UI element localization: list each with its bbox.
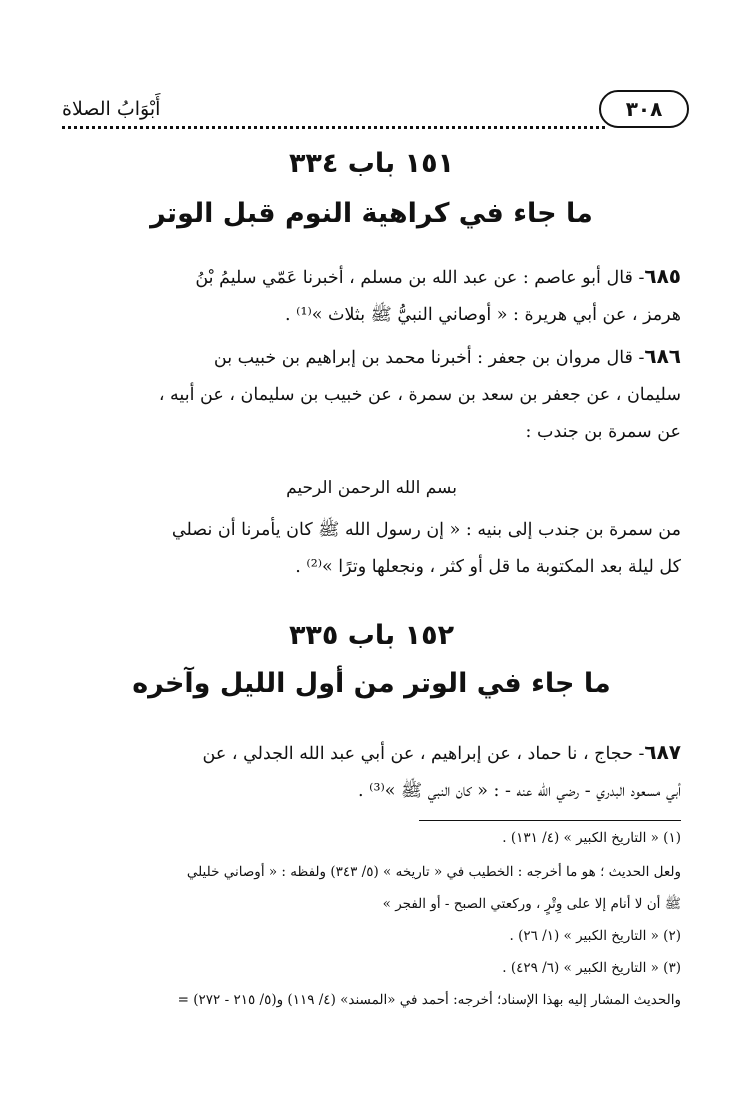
- chapter-title-151: ما جاء في كراهية النوم قبل الوتر: [150, 198, 593, 229]
- footnote-1-note-cont: ﷺ أن لا أنام إلا على وِتْرٍ ، وركعتي الصبح - أو الفجر »: [382, 896, 681, 912]
- hadith-number: ٦٨٧: [644, 740, 681, 764]
- hadith-686: [62, 338, 681, 451]
- hadith-685: [62, 258, 681, 334]
- header-dotted-rule: [62, 126, 605, 129]
- basmala: بسم الله الرحمن الرحيم: [286, 478, 457, 498]
- hadith-line: هرمز ، عن أبي هريرة : « أوصاني النبيُّ ﷺ بثلاث »⁽¹⁾ .: [285, 305, 681, 325]
- hadith-line: ٦٨٧- حجاج ، نا حماد ، عن إبراهيم ، عن أبي عبد الله الجدلي ، عن: [202, 740, 681, 764]
- hadith-number: ٦٨٦: [644, 344, 681, 368]
- hadith-line: ٦٨٥- قال أبو عاصم : عن عبد الله بن مسلم ، أخبرنا عَمّي سليمُ بْنُ: [195, 264, 681, 288]
- chapter-number-151: ١٥١ باب ٣٣٤: [288, 148, 455, 179]
- footnote-1: (١) « التاريخ الكبير » (٤/ ١٣١) .: [502, 830, 681, 846]
- hadith-line: عن سمرة بن جندب :: [525, 422, 681, 442]
- hadith-line: أبي مسعود البدري - رضي الله عنه - : « كان النبي ﷺ »⁽³⁾ .: [358, 781, 681, 801]
- footnotes: [62, 826, 681, 1012]
- hadith-line: ٦٨٦- قال مروان بن جعفر : أخبرنا محمد بن إبراهيم بن خبيب بن: [213, 344, 681, 368]
- chapter-title-152: ما جاء في الوتر من أول الليل وآخره: [132, 668, 611, 699]
- footnote-2: (٢) « التاريخ الكبير » (١/ ٢٦) .: [509, 928, 681, 944]
- footnote-3-note: والحديث المشار إليه بهذا الإسناد؛ أخرجه: أحمد في «المسند» (٤/ ١١٩) و(٥/ ٢١٥ - ٢٧٢) =: [177, 992, 681, 1008]
- chapter-number-152: ١٥٢ باب ٣٣٥: [288, 620, 455, 651]
- hadith-number: ٦٨٥: [644, 264, 681, 288]
- hadith-line: كل ليلة بعد المكتوبة ما قل أو كثر ، ونجعلها وترًا »⁽²⁾ .: [295, 557, 681, 577]
- page-header: [62, 88, 681, 134]
- hadith-687: [62, 734, 681, 810]
- footnote-1-note: ولعل الحديث ؛ هو ما أخرجه : الخطيب في « تاريخه » (٥/ ٣٤٣) ولفظه : « أوصاني خليلي: [186, 864, 681, 880]
- running-title: أَبْوَابُ الصلاة: [62, 98, 161, 120]
- footnote-3: (٣) « التاريخ الكبير » (٦/ ٤٢٩) .: [502, 960, 681, 976]
- hadith-line: سليمان ، عن جعفر بن سعد بن سمرة ، عن خبيب بن سليمان ، عن أبيه ،: [158, 385, 681, 405]
- hadith-line: من سمرة بن جندب إلى بنيه : « إن رسول الله ﷺ كان يأمرنا أن نصلي: [171, 520, 681, 540]
- page-number-badge: ٣٠٨: [599, 90, 689, 128]
- footnote-separator: [419, 820, 681, 821]
- hadith-686-letter: [62, 512, 681, 586]
